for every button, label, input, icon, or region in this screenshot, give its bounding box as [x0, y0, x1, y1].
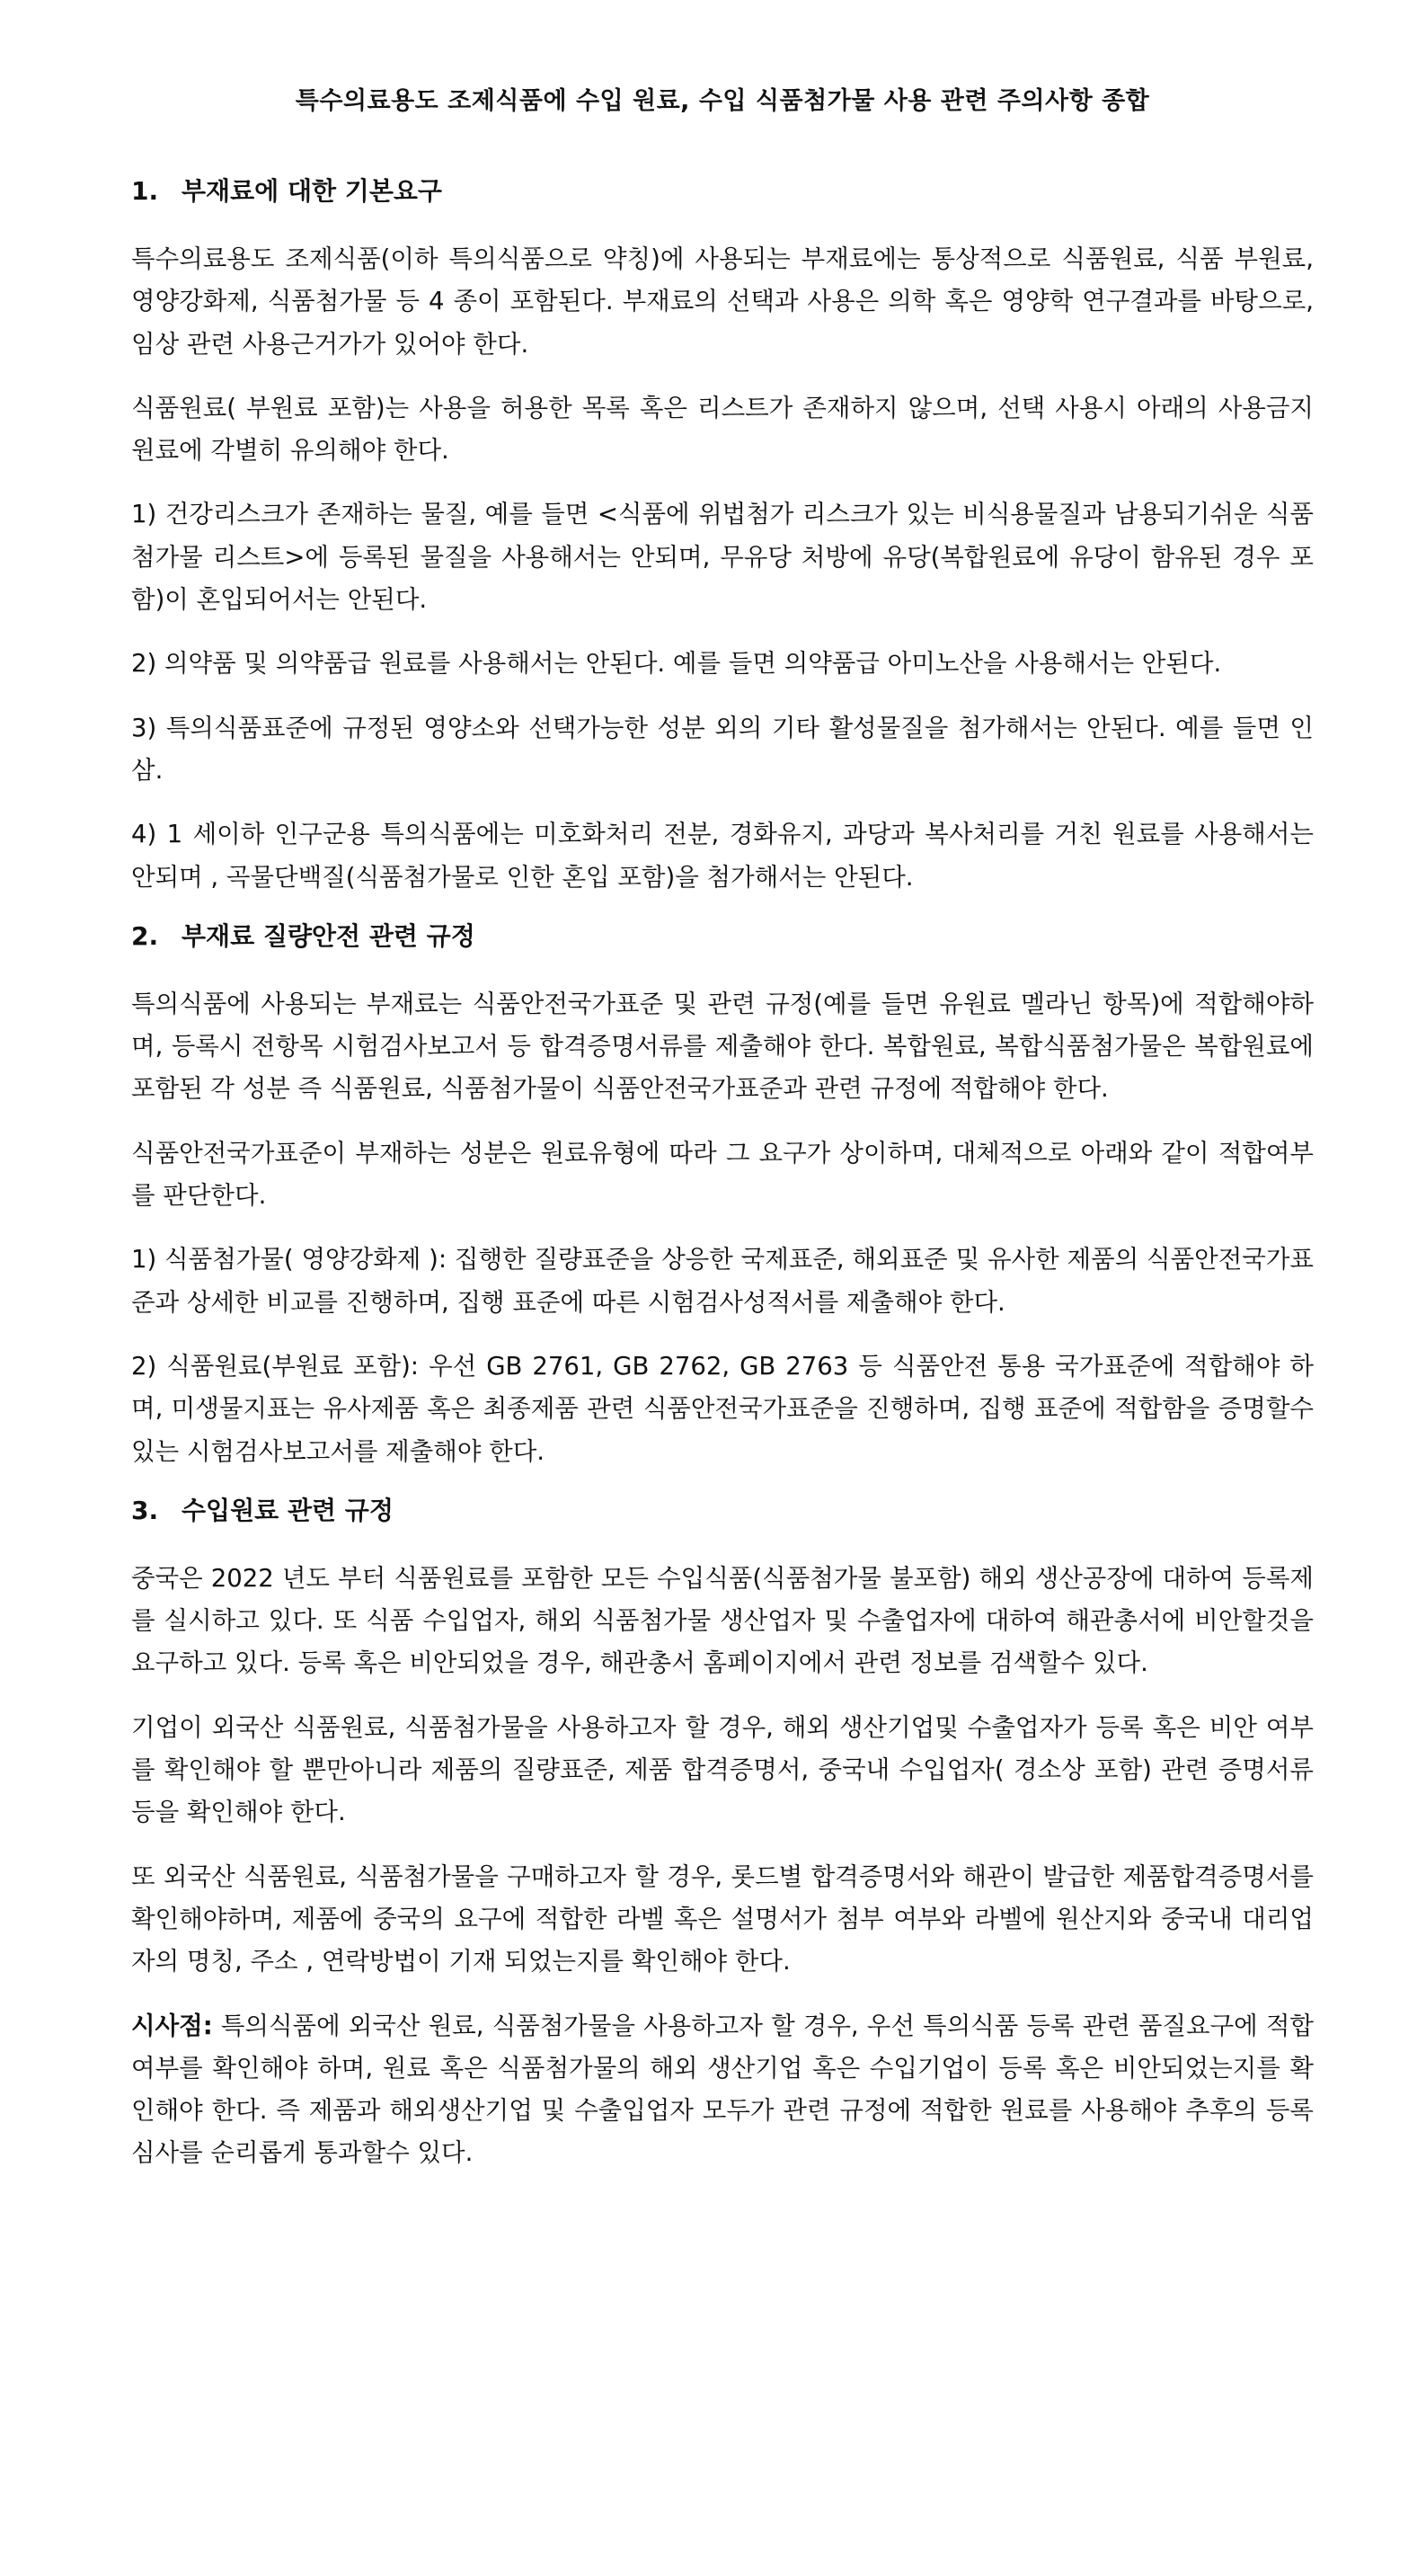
section-heading	[131, 917, 1314, 953]
section-quality-safety-rules	[131, 917, 1314, 1473]
paragraph: 식품원료( 부원료 포함)는 사용을 허용한 목록 혹은 리스트가 존재하지 않으며, 선택 사용시 아래의 사용금지 원료에 각별히 유의해야 한다.	[131, 393, 1314, 466]
list-item: 3) 특의식품표준에 규정된 영양소와 선택가능한 성분 외의 기타 활성물질을 첨가해서는 안된다. 예를 들면 인삼.	[131, 713, 1314, 785]
list-item: 1) 건강리스크가 존재하는 물질, 예를 들면 <식품에 위법첨가 리스크가 있는 비식용물질과 남용되기쉬운 식품첨가물 리스트>에 등록된 물질을 사용해서는 안되며, 무유당 처방에 유당(복합원료에 유당이 함유된 경우 포함)이 혼입되어서는 안된다.	[131, 500, 1314, 615]
section-title: 부재료에 대한 기본요구	[182, 176, 442, 206]
conclusion-text: 특의식품에 외국산 원료, 식품첨가물을 사용하고자 할 경우, 우선 특의식품 등록 관련 품질요구에 적합여부를 확인해야 하며, 원료 혹은 식품첨가물의 해외 생산기업 혹은 수입기업이 등록 혹은 비안되었는지를 확인해야 한다. 즉 제품과 해외생산기업 및 수출입업자 모두가 관련 규정에 적합한 원료를 사용해야 추후의 등록심사를 순리롭게 통과할수 있다.	[131, 2011, 1314, 2168]
section-heading	[131, 1491, 1314, 1527]
paragraph: 기업이 외국산 식품원료, 식품첨가물을 사용하고자 할 경우, 해외 생산기업및 수출업자가 등록 혹은 비안 여부를 확인해야 할 뿐만아니라 제품의 질량표준, 제품 합격증명서, 중국내 수입업자( 경소상 포함) 관련 증명서류 등을 확인해야 한다.	[131, 1712, 1314, 1827]
section-number: 2.	[131, 920, 159, 951]
paragraph: 식품안전국가표준이 부재하는 성분은 원료유형에 따라 그 요구가 상이하며, 대체적으로 아래와 같이 적합여부를 판단한다.	[131, 1138, 1314, 1211]
conclusion-label: 시사점:	[131, 2011, 213, 2040]
section-number: 3.	[131, 1495, 159, 1525]
paragraph: 중국은 2022 년도 부터 식품원료를 포함한 모든 수입식품(식품첨가물 불포함) 해외 생산공장에 대하여 등록제를 실시하고 있다. 또 식품 수입업자, 해외 식품첨가물 생산업자 및 수출업자에 대하여 해관총서에 비안할것을 요구하고 있다. 등록 혹은 비안되었을 경우, 해관총서 홈페이지에서 관련 정보를 검색할수 있다.	[131, 1563, 1314, 1678]
list-item: 4) 1 세이하 인구군용 특의식품에는 미호화처리 전분, 경화유지, 과당과 복사처리를 거친 원료를 사용해서는 안되며 , 곡물단백질(식품첨가물로 인한 혼입 포함)을 첨가해서는 안된다.	[131, 820, 1314, 892]
paragraph: 특의식품에 사용되는 부재료는 식품안전국가표준 및 관련 규정(예를 들면 유원료 멜라닌 항목)에 적합해야하며, 등록시 전항목 시험검사보고서 등 합격증명서류를 제출해야 한다. 복합원료, 복합식품첨가물은 복합원료에 포함된 각 성분 즉 식품원료, 식품첨가물이 식품안전국가표준과 관련 규정에 적합해야 한다.	[131, 989, 1314, 1104]
section-title: 부재료 질량안전 관련 규정	[182, 920, 475, 951]
paragraph: 특수의료용도 조제식품(이하 특의식품으로 약칭)에 사용되는 부재료에는 통상적으로 식품원료, 식품 부원료, 영양강화제, 식품첨가물 등 4 종이 포함된다. 부재료의 선택과 사용은 의학 혹은 영양학 연구결과를 바탕으로, 임상 관련 사용근거가가 있어야 한다.	[131, 244, 1314, 359]
list-item: 1) 식품첨가물( 영양강화제 ): 집행한 질량표준을 상응한 국제표준, 해외표준 및 유사한 제품의 식품안전국가표준과 상세한 비교를 진행하며, 집행 표준에 따른 시험검사성적서를 제출해야 한다.	[131, 1245, 1314, 1317]
list-item: 2) 식품원료(부원료 포함): 우선 GB 2761, GB 2762, GB 2763 등 식품안전 통용 국가표준에 적합해야 하며, 미생물지표는 유사제품 혹은 최종제품 관련 식품안전국가표준을 진행하며, 집행 표준에 적합함을 증명할수 있는 시험검사보고서를 제출해야 한다.	[131, 1351, 1314, 1466]
section-import-rules	[131, 1491, 1314, 2175]
document-title: 특수의료용도 조제식품에 수입 원료, 수입 식품첨가물 사용 관련 주의사항 종합	[295, 87, 1150, 115]
section-basic-requirements	[131, 172, 1314, 899]
list-item: 2) 의약품 및 의약품급 원료를 사용해서는 안된다. 예를 들면 의약품급 아미노산을 사용해서는 안된다.	[131, 649, 1222, 679]
paragraph: 또 외국산 식품원료, 식품첨가물을 구매하고자 할 경우, 롯드별 합격증명서와 해관이 발급한 제품합격증명서를 확인해야하며, 제품에 중국의 요구에 적합한 라벨 혹은 설명서가 첨부 여부와 라벨에 원산지와 중국내 대리업자의 명칭, 주소 , 연락방법이 기재 되었는지를 확인해야 한다.	[131, 1861, 1314, 1976]
conclusion-paragraph	[131, 2005, 1314, 2175]
section-number: 1.	[131, 176, 159, 206]
section-title: 수입원료 관련 규정	[182, 1495, 394, 1525]
section-heading	[131, 172, 1314, 208]
